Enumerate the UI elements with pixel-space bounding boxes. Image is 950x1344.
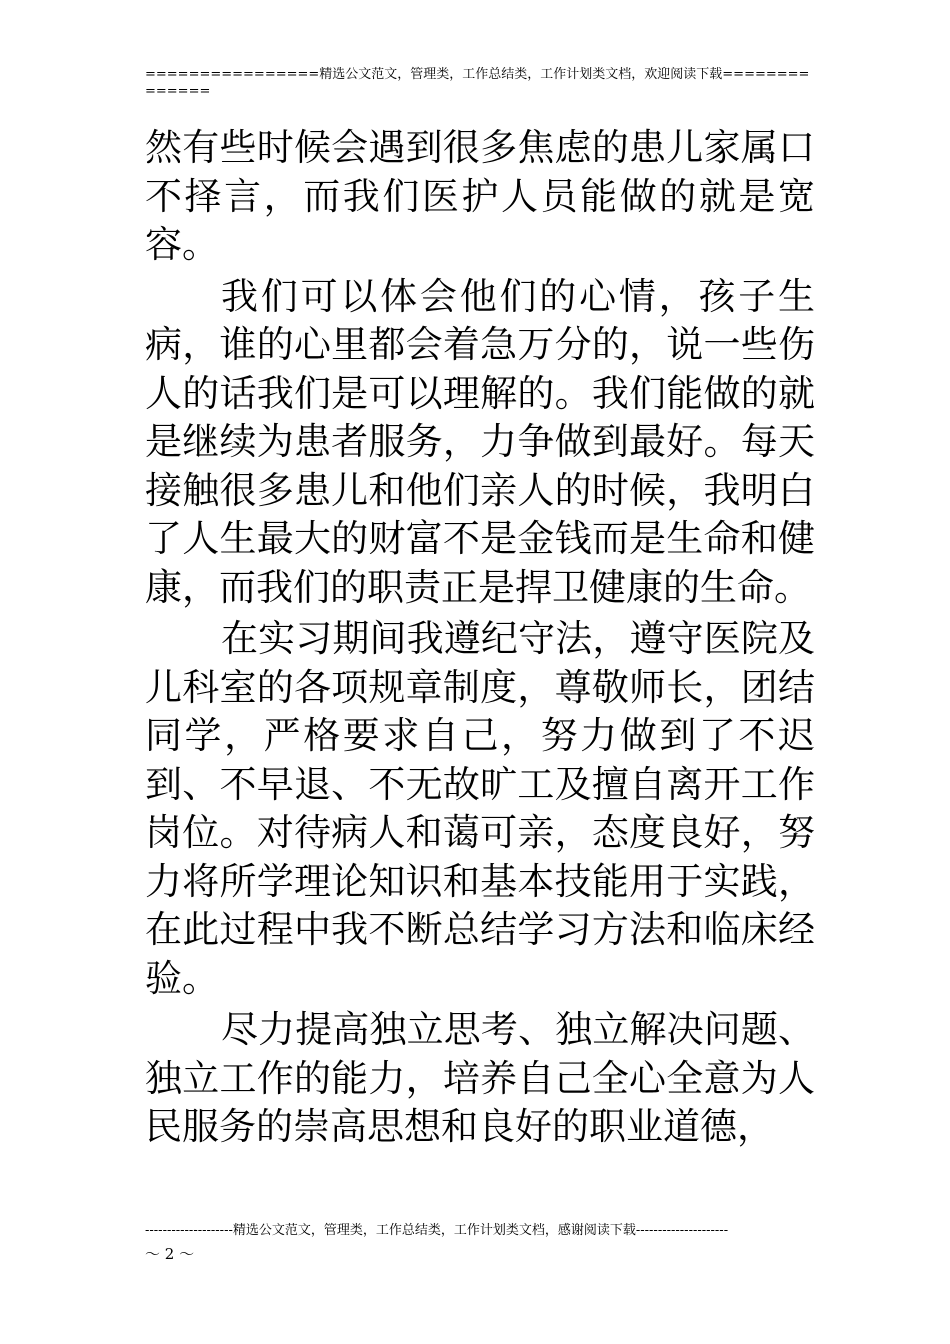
paragraph-3: 在实习期间我遵纪守法，遵守医院及儿科室的各项规章制度，尊敬师长，团结同学，严格要求自己，努力做到了不迟到、不早退、不无故旷工及擅自离开工作岗位。对待病人和蔼可亲，态度良好，努力将所学理论知识和基本技能用于实践，在此过程中我不断总结学习方法和临床经验。 — [145, 617, 815, 1000]
page-footer: --------------------精选公文范文，管理类，工作总结类，工作计划类文档，感谢阅读下载--------------------- — [145, 1223, 729, 1238]
page-number: ～ 2 ～ — [145, 1245, 195, 1263]
document-body — [145, 124, 815, 1155]
paragraph-4: 尽力提高独立思考、独立解决问题、独立工作的能力，培养自己全心全意为人民服务的崇高思想和良好的职业道德， — [145, 1008, 815, 1148]
paragraph-2: 我们可以体会他们的心情，孩子生病，谁的心里都会着急万分的，说一些伤人的话我们是可以理解的。我们能做的就是继续为患者服务，力争做到最好。每天接触很多患儿和他们亲人的时候，我明白了人生最大的财富不是金钱而是生命和健康，而我们的职责正是捍卫健康的生命。 — [145, 274, 815, 609]
page-header: ================精选公文范文，管理类，工作总结类，工作计划类文档，欢迎阅读下载============== — [145, 67, 810, 99]
paragraph-1: 然有些时候会遇到很多焦虑的患儿家属口不择言，而我们医护人员能做的就是宽容。 — [145, 126, 815, 266]
